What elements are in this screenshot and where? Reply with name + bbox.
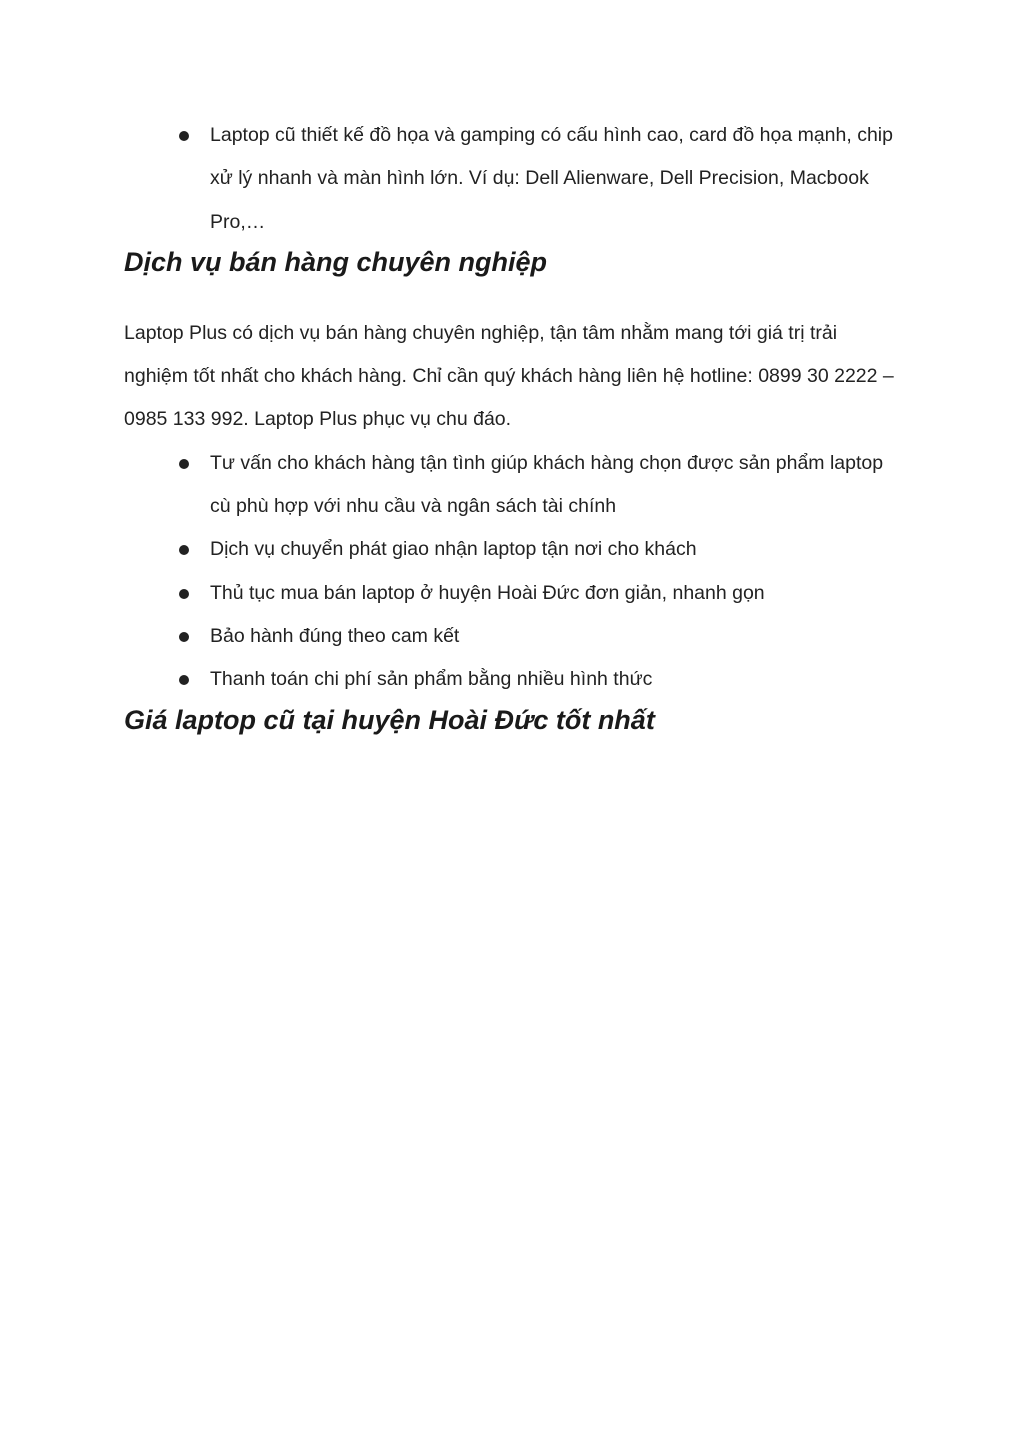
list-item-text: Dịch vụ chuyển phát giao nhận laptop tận nơi cho khách <box>210 538 697 561</box>
bullet-icon <box>179 459 189 469</box>
list-item <box>210 572 904 615</box>
list-item <box>210 442 904 529</box>
list-item-text: Tư vấn cho khách hàng tận tình giúp khách hàng chọn được sản phẩm laptop cù phù hợp với nhu cầu và ngân sách tài chính <box>210 451 884 518</box>
list-item <box>210 114 904 244</box>
bullet-icon <box>179 675 189 685</box>
bullet-icon <box>179 632 189 642</box>
document-content <box>124 114 904 738</box>
list-item-text: Thanh toán chi phí sản phẩm bằng nhiều hình thức <box>210 668 653 691</box>
list-item <box>210 615 904 658</box>
list-item-text: Bảo hành đúng theo cam kết <box>210 624 460 647</box>
section-heading-price: Giá laptop cũ tại huyện Hoài Đức tốt nhất <box>124 704 655 735</box>
list-item-text: Laptop cũ thiết kế đồ họa và gamping có cấu hình cao, card đồ họa mạnh, chip xử lý nhanh và màn hình lớn. Ví dụ: Dell Alienware, Dell Precision, Macbook Pro,… <box>210 124 893 233</box>
bullet-icon <box>179 545 189 555</box>
list-item <box>210 528 904 571</box>
intro-bullet-list <box>124 114 904 244</box>
section-heading-service: Dịch vụ bán hàng chuyên nghiệp <box>124 246 548 277</box>
service-bullet-list <box>124 442 904 702</box>
bullet-icon <box>179 589 189 599</box>
list-item <box>210 658 904 701</box>
bullet-icon <box>179 131 189 141</box>
service-paragraph: Laptop Plus có dịch vụ bán hàng chuyên nghiệp, tận tâm nhằm mang tới giá trị trải nghiệm tốt nhất cho khách hàng. Chỉ cần quý khách hàng liên hệ hotline: 0899 30 2222 – 0985 133 992. Laptop Plus phục vụ chu đáo. <box>124 321 894 431</box>
list-item-text: Thủ tục mua bán laptop ở huyện Hoài Đức đơn giản, nhanh gọn <box>210 581 765 604</box>
